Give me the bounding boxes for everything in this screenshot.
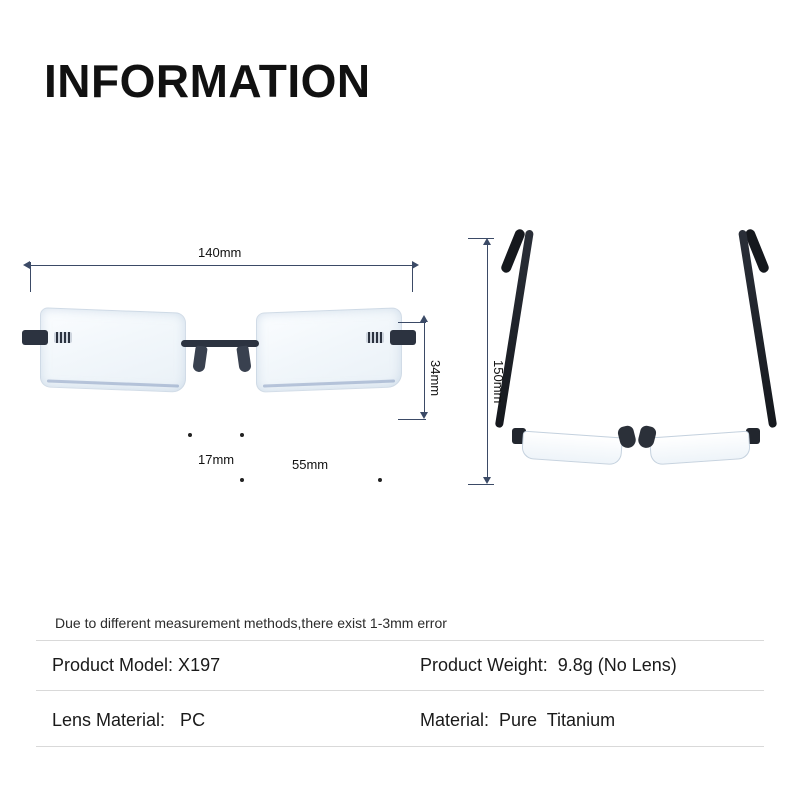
top-view-left-lens xyxy=(521,431,623,466)
glasses-front-view-illustration xyxy=(18,310,418,420)
front-frame-top-view xyxy=(510,426,760,466)
top-view-right-lens xyxy=(649,431,751,466)
dimension-line-temple-length xyxy=(487,245,488,477)
label-lens-width: 55mm xyxy=(292,457,329,472)
label-lens-height: 34mm xyxy=(428,360,443,397)
spec-product-model: Product Model: X197 xyxy=(52,655,221,675)
arrow-down-temple-length xyxy=(483,477,491,484)
right-lens xyxy=(256,307,402,393)
arrow-up-lens-height xyxy=(420,315,428,322)
label-front-width: 140mm xyxy=(198,245,242,260)
divider-bottom xyxy=(36,746,764,747)
extension-top-lens-height xyxy=(398,322,426,323)
marker-bridge-right xyxy=(240,433,244,437)
divider-top xyxy=(36,640,764,641)
extension-left-front-width xyxy=(30,262,31,292)
glasses-top-view-illustration xyxy=(500,230,770,490)
marker-bridge-left xyxy=(188,433,192,437)
left-lens xyxy=(40,307,186,393)
arrow-down-lens-height xyxy=(420,412,428,419)
spec-lens-material: Lens Material: PC xyxy=(52,710,206,730)
label-bridge-width: 17mm xyxy=(198,452,235,467)
label-temple-length: 150mm xyxy=(491,360,506,404)
extension-bottom-temple-length xyxy=(468,484,494,485)
measurement-note: Due to different measurement methods,there exist 1-3mm error xyxy=(55,615,447,631)
nose-pad-left xyxy=(192,345,208,372)
arrow-right-front-width xyxy=(412,261,419,269)
hinge-right xyxy=(390,330,416,345)
marker-lens-right xyxy=(378,478,382,482)
hinge-left xyxy=(22,330,48,345)
product-diagram xyxy=(0,200,800,600)
temple-detail-left xyxy=(54,332,72,343)
nose-pad-right xyxy=(236,345,252,372)
extension-right-front-width xyxy=(412,262,413,292)
extension-bottom-lens-height xyxy=(398,419,426,420)
marker-lens-left xyxy=(240,478,244,482)
temple-detail-right xyxy=(366,332,384,343)
divider-middle xyxy=(36,690,764,691)
arrow-up-temple-length xyxy=(483,238,491,245)
arrow-left-front-width xyxy=(23,261,30,269)
dimension-line-front-width xyxy=(30,265,412,266)
page-title: INFORMATION xyxy=(44,55,371,107)
spec-product-weight: Product Weight: 9.8g (No Lens) xyxy=(420,655,677,675)
dimension-line-lens-height xyxy=(424,322,425,412)
spec-frame-material: Material: Pure Titanium xyxy=(420,710,616,730)
